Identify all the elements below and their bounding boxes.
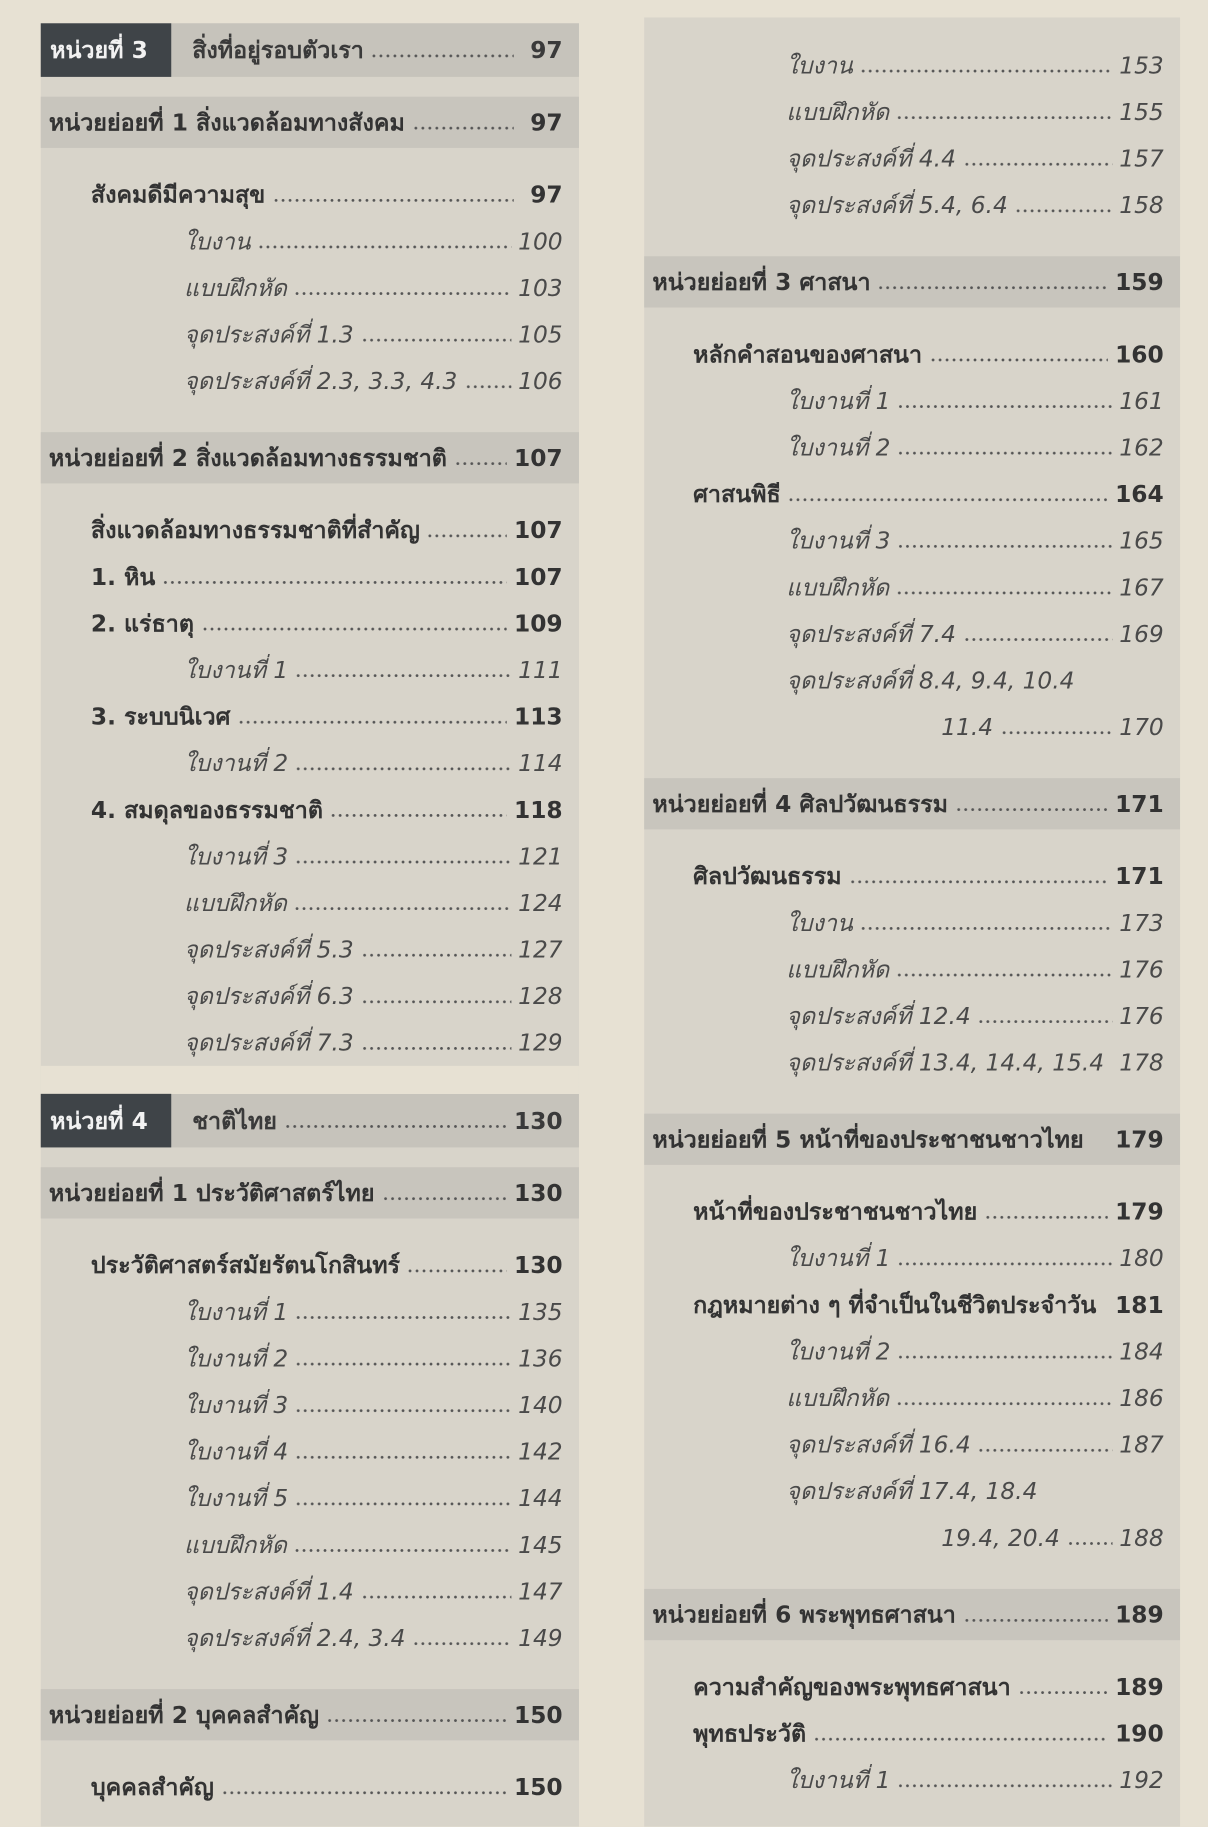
entry-title: แบบฝึกหัด: [786, 955, 890, 984]
dot-leader: [897, 1355, 1112, 1360]
page-number: 171: [1115, 862, 1164, 890]
page-number: 129: [518, 1028, 563, 1057]
unit-heading[interactable]: [41, 1066, 579, 1148]
page-number: 147: [518, 1577, 563, 1606]
page-number: 181: [1115, 1290, 1164, 1319]
dot-leader: [258, 245, 512, 250]
page-number: 142: [518, 1437, 563, 1466]
toc-item-entry[interactable]: [41, 264, 579, 311]
subunit-heading[interactable]: [41, 432, 579, 483]
entry-title: สิ่งแวดล้อมทางธรรมชาติที่สำคัญ: [90, 516, 420, 545]
page-number: 127: [518, 935, 563, 964]
dot-leader: [326, 1718, 507, 1723]
subunit-heading[interactable]: [41, 1689, 579, 1740]
dot-leader: [963, 637, 1112, 642]
dot-leader: [295, 860, 511, 865]
entry-title: 11.4: [941, 712, 994, 741]
dot-leader: [412, 126, 514, 131]
toc-section-entry[interactable]: [41, 786, 579, 833]
dot-leader: [849, 879, 1108, 884]
dot-leader: [464, 384, 511, 389]
toc-item-entry[interactable]: [41, 740, 579, 787]
dot-leader: [427, 534, 507, 539]
toc-item-entry[interactable]: [41, 1335, 579, 1382]
toc-item-entry[interactable]: [41, 1382, 579, 1429]
page-number: 149: [518, 1623, 563, 1652]
page-number: 160: [1115, 340, 1164, 369]
entry-title: จุดประสงค์ที่ 16.4: [786, 1430, 971, 1459]
subunit-heading[interactable]: [644, 256, 1180, 307]
entry-title: ใบงานที่ 3: [786, 526, 891, 555]
page-number: 150: [514, 1700, 563, 1729]
toc-item-entry[interactable]: [644, 1757, 1180, 1804]
toc-item-entry[interactable]: [41, 1475, 579, 1522]
entry-title: ใบงาน: [184, 227, 251, 256]
toc-section-entry[interactable]: [644, 853, 1180, 900]
toc-item-entry[interactable]: [644, 610, 1180, 657]
page-number: 179: [1115, 1197, 1164, 1226]
page-number: 118: [514, 795, 563, 824]
entry-title: สิ่งที่อยู่รอบตัวเรา: [192, 36, 364, 65]
entry-title: แบบฝึกหัด: [786, 573, 890, 602]
entry-title: หน่วยย่อยที่ 2 บุคคลสำคัญ: [48, 1700, 320, 1729]
toc-item-entry[interactable]: [644, 42, 1180, 89]
entry-title: จุดประสงค์ที่ 1.3: [184, 320, 354, 349]
dot-leader: [237, 720, 507, 725]
page-number: 189: [1115, 1672, 1164, 1701]
page-number: 157: [1119, 144, 1164, 173]
dot-leader: [978, 1019, 1113, 1024]
page-number: 100: [518, 227, 563, 256]
entry-title: จุดประสงค์ที่ 4.4: [786, 144, 956, 173]
page-number: 135: [518, 1297, 563, 1326]
entry-title: บุคคลสำคัญ: [90, 1772, 214, 1801]
entry-title: ใบงานที่ 4: [184, 1437, 289, 1466]
toc-item-entry[interactable]: [644, 182, 1180, 229]
subunit-heading[interactable]: [644, 1114, 1180, 1165]
entry-title: ใบงานที่ 2: [786, 433, 891, 462]
page-number: 106: [518, 366, 563, 395]
dot-leader: [963, 162, 1112, 167]
toc-item-entry[interactable]: [644, 1039, 1180, 1086]
page-number: 189: [1115, 1600, 1164, 1629]
entry-title: หลักคำสอนของศาสนา: [693, 340, 923, 369]
dot-leader: [294, 1548, 511, 1553]
toc-section-entry[interactable]: [644, 471, 1180, 518]
dot-leader: [361, 338, 512, 343]
dot-leader: [896, 115, 1112, 120]
dot-leader: [295, 1455, 511, 1460]
entry-title: จุดประสงค์ที่ 8.4, 9.4, 10.4: [786, 666, 1075, 695]
toc-item-entry[interactable]: [644, 1375, 1180, 1422]
toc-item-entry[interactable]: [41, 1615, 579, 1662]
entry-title: 4. สมดุลของธรรมชาติ: [90, 795, 323, 824]
dot-leader: [221, 1790, 507, 1795]
page-number: 145: [518, 1530, 563, 1559]
dot-leader: [294, 291, 511, 296]
toc-item-entry[interactable]: [644, 564, 1180, 611]
entry-title: ใบงานที่ 1: [786, 1244, 891, 1273]
page-number: 179: [1115, 1125, 1164, 1154]
dot-leader: [361, 953, 512, 958]
toc-item-entry[interactable]: [644, 946, 1180, 993]
toc-item-entry[interactable]: [41, 879, 579, 926]
dot-leader: [978, 1448, 1113, 1453]
toc-section-entry[interactable]: [644, 1663, 1180, 1710]
unit-number-tag: หน่วยที่ 4: [41, 1094, 171, 1148]
dot-leader: [897, 544, 1112, 549]
page-number: 186: [1119, 1383, 1164, 1412]
page-number: 158: [1119, 191, 1164, 220]
page-number: 171: [1115, 789, 1164, 818]
dot-leader: [897, 1783, 1112, 1788]
dot-leader: [897, 1262, 1112, 1267]
dot-leader: [860, 69, 1112, 74]
subunit-heading[interactable]: [644, 778, 1180, 829]
entry-title: จุดประสงค์ที่ 2.3, 3.3, 4.3: [184, 366, 458, 395]
dot-leader: [955, 807, 1108, 812]
entry-title: ศิลปวัฒนธรรม: [693, 862, 842, 890]
subunit-heading[interactable]: [644, 1589, 1180, 1640]
page-number: 130: [514, 1178, 563, 1207]
dot-leader: [896, 973, 1112, 978]
page-number: 176: [1119, 1001, 1164, 1030]
toc-column-right: [644, 17, 1180, 1826]
entry-title: ความสำคัญของพระพุทธศาสนา: [693, 1672, 1011, 1701]
dot-leader: [1044, 1495, 1114, 1500]
page-number: 105: [518, 320, 563, 349]
page-number: 150: [514, 1772, 563, 1801]
dot-leader: [896, 591, 1112, 596]
toc-item-entry[interactable]: [644, 135, 1180, 182]
dot-leader: [984, 1215, 1108, 1220]
dot-leader: [788, 497, 1108, 502]
entry-title: จุดประสงค์ที่ 13.4, 14.4, 15.4: [786, 1048, 1105, 1077]
toc-item-entry[interactable]: [41, 1288, 579, 1335]
page-number: 97: [530, 180, 563, 209]
toc-section-entry[interactable]: [644, 1188, 1180, 1235]
page-number: 97: [530, 36, 563, 65]
entry-title: จุดประสงค์ที่ 17.4, 18.4: [786, 1477, 1038, 1506]
toc-item-entry[interactable]: [644, 657, 1180, 704]
entry-title: 1. หิน: [90, 562, 156, 591]
entry-title: ใบงานที่ 1: [184, 1297, 289, 1326]
entry-title: ใบงานที่ 5: [184, 1484, 289, 1513]
dot-leader: [1111, 1066, 1112, 1071]
entry-title: ชาติไทย: [192, 1106, 277, 1135]
toc-section-entry[interactable]: [644, 1281, 1180, 1328]
page-number: 187: [1119, 1430, 1164, 1459]
toc-item-entry[interactable]: [41, 833, 579, 880]
dot-leader: [361, 1595, 512, 1600]
page-number: 109: [514, 609, 563, 638]
toc-section-entry[interactable]: [41, 1764, 579, 1811]
toc-item-entry[interactable]: [644, 1235, 1180, 1282]
page-number: 159: [1115, 267, 1164, 296]
toc-item-entry[interactable]: [41, 1428, 579, 1475]
entry-title: หน่วยย่อยที่ 1 ประวัติศาสตร์ไทย: [48, 1178, 375, 1207]
page-number: 140: [518, 1390, 563, 1419]
page-number: 169: [1119, 619, 1164, 648]
dot-leader: [860, 926, 1112, 931]
entry-title: 3. ระบบนิเวศ: [90, 702, 231, 731]
toc-section-entry[interactable]: [41, 1242, 579, 1289]
page-number: 164: [1115, 479, 1164, 508]
entry-title: ศาสนพิธี: [693, 479, 781, 508]
page-number: 107: [514, 516, 563, 545]
dot-leader: [361, 1046, 512, 1051]
entry-title: ใบงานที่ 1: [184, 655, 289, 684]
dot-leader: [1081, 684, 1114, 689]
dot-leader: [813, 1737, 1108, 1742]
toc-item-continuation[interactable]: [644, 1514, 1180, 1561]
toc-item-continuation[interactable]: [644, 704, 1180, 751]
dot-leader: [295, 1408, 511, 1413]
page-number: 188: [1119, 1523, 1164, 1552]
toc-section-entry[interactable]: [41, 693, 579, 740]
toc-item-entry[interactable]: [41, 973, 579, 1020]
page-number: 153: [1119, 51, 1164, 80]
entry-title: หน่วยย่อยที่ 4 ศิลปวัฒนธรรม: [652, 789, 948, 818]
dot-leader: [330, 813, 507, 818]
page-number: 128: [518, 982, 563, 1010]
page-number: 130: [514, 1106, 563, 1135]
toc-section-entry[interactable]: [644, 1710, 1180, 1757]
toc-item-entry[interactable]: [41, 1521, 579, 1568]
toc-item-entry[interactable]: [644, 517, 1180, 564]
entry-title: ประวัติศาสตร์สมัยรัตนโกสินทร์: [90, 1251, 401, 1280]
dot-leader: [295, 673, 511, 678]
dot-leader: [295, 1315, 511, 1320]
page-number: 184: [1119, 1337, 1164, 1366]
toc-item-entry[interactable]: [644, 992, 1180, 1039]
dot-leader: [284, 1124, 507, 1129]
toc-item-entry[interactable]: [644, 899, 1180, 946]
entry-title: แบบฝึกหัด: [184, 888, 287, 917]
entry-title: จุดประสงค์ที่ 6.3: [184, 982, 354, 1010]
dot-leader: [454, 461, 507, 466]
page-number: 107: [514, 443, 563, 472]
page-number: 124: [518, 888, 563, 917]
page-number: 130: [514, 1251, 563, 1280]
toc-item-entry[interactable]: [41, 311, 579, 358]
dot-leader: [413, 1641, 512, 1646]
toc-section-entry[interactable]: [41, 553, 579, 600]
toc-section-entry[interactable]: [41, 507, 579, 554]
dot-leader: [295, 767, 511, 772]
entry-title: จุดประสงค์ที่ 1.4: [184, 1577, 354, 1606]
page-number: 144: [518, 1484, 563, 1513]
entry-title: ใบงานที่ 3: [184, 842, 289, 871]
page-number: 178: [1119, 1048, 1164, 1077]
page-number: 161: [1119, 386, 1164, 415]
dot-leader: [897, 404, 1112, 409]
toc-item-entry[interactable]: [41, 1568, 579, 1615]
dot-leader: [1103, 1308, 1108, 1313]
dot-leader: [1018, 1690, 1108, 1695]
page-number: 190: [1115, 1719, 1164, 1748]
dot-leader: [295, 1502, 511, 1507]
page-number: 192: [1119, 1765, 1164, 1794]
toc-item-entry[interactable]: [644, 1421, 1180, 1468]
toc-section-entry[interactable]: [41, 600, 579, 647]
unit-number-tag: หน่วยที่ 3: [41, 23, 171, 77]
entry-title: หน่วยย่อยที่ 3 ศาสนา: [652, 267, 871, 296]
dot-leader: [1067, 1541, 1112, 1546]
page-number: 173: [1119, 908, 1164, 937]
dot-leader: [1015, 209, 1113, 214]
page-number: 113: [514, 702, 563, 731]
dot-leader: [294, 906, 511, 911]
toc-item-entry[interactable]: [41, 358, 579, 405]
dot-leader: [1091, 1143, 1108, 1148]
toc-column-left: [41, 23, 579, 1826]
page-number: 165: [1119, 526, 1164, 555]
dot-leader: [896, 1401, 1112, 1406]
dot-leader: [201, 627, 507, 632]
toc-item-entry[interactable]: [41, 1019, 579, 1066]
entry-title: ใบงาน: [786, 51, 853, 80]
page-number: 170: [1119, 712, 1164, 741]
dot-leader: [295, 1362, 511, 1367]
entry-title: แบบฝึกหัด: [786, 97, 890, 126]
entry-title: ใบงานที่ 2: [786, 1337, 891, 1366]
entry-title: แบบฝึกหัด: [184, 273, 287, 302]
dot-leader: [371, 54, 514, 59]
entry-title: ใบงาน: [786, 908, 853, 937]
entry-title: จุดประสงค์ที่ 7.4: [786, 619, 956, 648]
unit-heading[interactable]: [41, 23, 579, 77]
page-number: 167: [1119, 573, 1164, 602]
page-number: 180: [1119, 1244, 1164, 1273]
entry-title: 19.4, 20.4: [941, 1523, 1060, 1552]
page-number: 103: [518, 273, 563, 302]
entry-title: กฎหมายต่าง ๆ ที่จำเป็นในชีวิตประจำวัน: [693, 1290, 1097, 1319]
page-number: 111: [518, 655, 563, 684]
dot-leader: [272, 198, 514, 203]
entry-title: ใบงานที่ 1: [786, 1765, 891, 1794]
entry-title: จุดประสงค์ที่ 5.3: [184, 935, 354, 964]
entry-title: จุดประสงค์ที่ 7.3: [184, 1028, 354, 1057]
entry-title: หน่วยย่อยที่ 2 สิ่งแวดล้อมทางธรรมชาติ: [48, 443, 447, 472]
dot-leader: [1000, 730, 1112, 735]
toc-section-entry[interactable]: [41, 171, 579, 218]
toc-item-entry[interactable]: [41, 926, 579, 973]
toc-item-entry[interactable]: [644, 89, 1180, 136]
dot-leader: [407, 1269, 507, 1274]
toc-item-entry[interactable]: [644, 424, 1180, 471]
entry-title: ใบงานที่ 2: [184, 749, 289, 777]
page-number: 114: [518, 749, 563, 777]
entry-title: ใบงานที่ 3: [184, 1390, 289, 1419]
toc-item-entry[interactable]: [644, 1328, 1180, 1375]
entry-title: จุดประสงค์ที่ 2.4, 3.4: [184, 1623, 406, 1652]
entry-title: ใบงานที่ 1: [786, 386, 891, 415]
entry-title: แบบฝึกหัด: [786, 1383, 890, 1412]
entry-title: จุดประสงค์ที่ 5.4, 6.4: [786, 191, 1008, 220]
page-number: 97: [530, 108, 563, 137]
dot-leader: [929, 358, 1108, 363]
entry-title: พุทธประวัติ: [693, 1719, 807, 1748]
page-number: 162: [1119, 433, 1164, 462]
toc-item-entry[interactable]: [41, 218, 579, 265]
toc-item-entry[interactable]: [644, 377, 1180, 424]
dot-leader: [897, 451, 1112, 456]
entry-title: จุดประสงค์ที่ 12.4: [786, 1001, 971, 1030]
page-number: 176: [1119, 955, 1164, 984]
entry-title: 2. แร่ธาตุ: [90, 609, 195, 638]
page-number: 136: [518, 1344, 563, 1373]
entry-title: แบบฝึกหัด: [184, 1530, 287, 1559]
entry-title: หน้าที่ของประชาชนชาวไทย: [693, 1197, 978, 1226]
dot-leader: [361, 999, 512, 1004]
entry-title: หน่วยย่อยที่ 5 หน้าที่ของประชาชนชาวไทย: [652, 1125, 1084, 1154]
dot-leader: [878, 285, 1109, 290]
subunit-heading[interactable]: [41, 97, 579, 148]
toc-item-entry[interactable]: [41, 647, 579, 694]
dot-leader: [162, 580, 507, 585]
entry-title: สังคมดีมีความสุข: [90, 180, 266, 209]
page-number: 155: [1119, 97, 1164, 126]
entry-title: ใบงานที่ 2: [184, 1344, 289, 1373]
page-number: 121: [518, 842, 563, 871]
dot-leader: [963, 1618, 1108, 1623]
entry-title: หน่วยย่อยที่ 6 พระพุทธศาสนา: [652, 1600, 956, 1629]
dot-leader: [382, 1196, 507, 1201]
page-number: 107: [514, 562, 563, 591]
entry-title: หน่วยย่อยที่ 1 สิ่งแวดล้อมทางสังคม: [48, 108, 405, 137]
toc-section-entry[interactable]: [644, 331, 1180, 378]
subunit-heading[interactable]: [41, 1167, 579, 1218]
toc-item-entry[interactable]: [644, 1468, 1180, 1515]
